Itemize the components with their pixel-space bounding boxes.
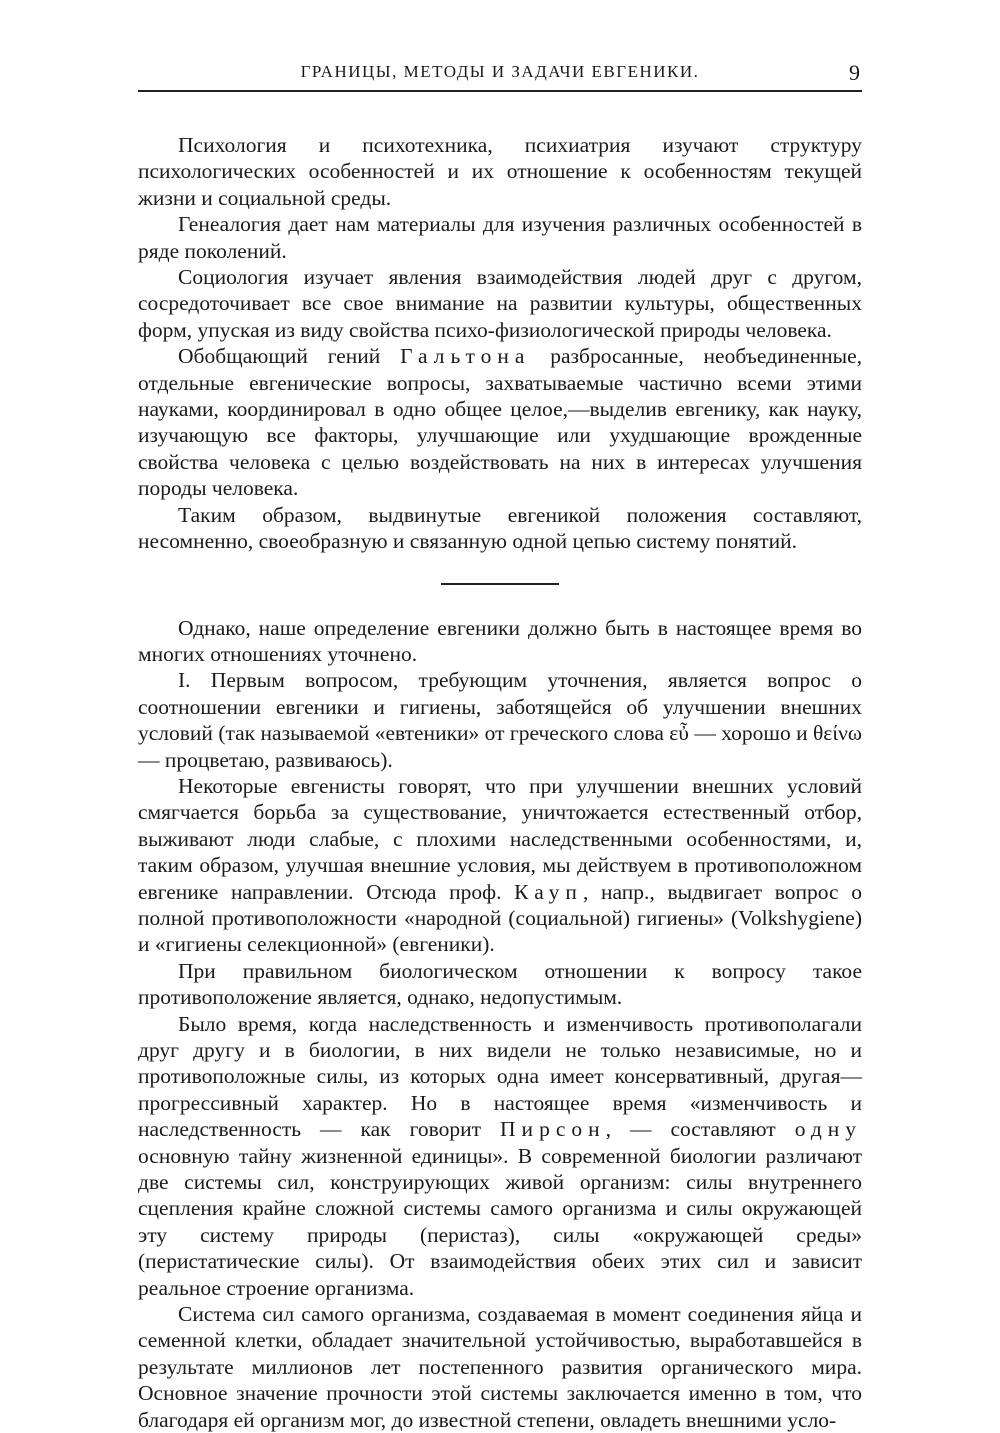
page-header (138, 58, 862, 92)
paragraph-kaup (138, 773, 862, 958)
pearson-text-start: Было время, когда наследственность и изменчивость противополагали друг другу и в биологии, в них видели не только независимые, но и противоположные силы, из которых одна имеет консервативный, другая—прогрессивный характер. Но в настоящее время «изменчивость и наследственность — как говорит (138, 1012, 862, 1142)
kaup-text-start: Некоторые евгенисты говорят, что при улучшении внешних условий смягчается борьба за существование, уничтожается естественный отбор, выживают люди слабые, с плохими наследственными особенностями, и, таким образом, улучшая внешние условия, мы действуем в противоположном евгенике направлении. Отсюда проф. (138, 774, 862, 904)
paragraph-psychology: Психология и психотехника, психиатрия изучают структуру психологических особенностей и их отношение к особенностям текущей жизни и социальной среды. (138, 132, 862, 211)
paragraph-definition: Однако, наше определение евгеники должно быть в настоящее время во многих отношениях уточнено. (138, 615, 862, 668)
galton-text-end: разбросанные, необъединенные, отдельные евгенические вопросы, захватываемые частично всеми этими науками, координировал в одно общее целое,—выделив евгенику, как науку, изучающую все факторы, улучшающие или ухудшающие врожденные свойства человека с целью воздействовать на них в интересах улучшения породы человека. (138, 344, 862, 500)
kaup-text-end: , напр., выдвигает вопрос о полной противоположности «народной (социальной) гигиены» (Volkshygiene) и «гигиены селекционной» (евгеники). (138, 880, 862, 957)
galton-name: Гальтона (400, 344, 530, 368)
paragraph-opposition: При правильном биологическом отношении к вопросу такое противоположение является, однако, недопустимым. (138, 958, 862, 1011)
kaup-name: Кауп (514, 880, 583, 904)
paragraph-organism-system: Система сил самого организма, создаваемая в момент соединения яйца и семенной клетки, обладает значительной устойчивостью, выработавшейся в результате миллионов лет постепенного развития органического мира. Основное значение прочности этой системы заключается именно в том, что благодаря ей организм мог, до известной степени, овладеть внешними усло- (138, 1301, 862, 1433)
paragraph-first-question: I. Первым вопросом, требующим уточнения, является вопрос о соотношении евгеники и гигиены, заботящейся об улучшении внешних условий (так называемой «евтеники» от греческого слова εὖ — хорошо и θείνω — процветаю, развиваюсь). (138, 667, 862, 773)
emphasis-one: одну (795, 1117, 862, 1141)
page-number: 9 (849, 60, 860, 86)
book-page (138, 58, 862, 1433)
paragraph-galton (138, 343, 862, 501)
section-2 (138, 615, 862, 1433)
pearson-text-mid: , — составляют (606, 1117, 776, 1141)
paragraph-genealogy: Генеалогия дает нам материалы для изучения различных особенностей в ряде поколений. (138, 211, 862, 264)
paragraph-sociology: Социология изучает явления взаимодействия людей друг с другом, сосредоточивает все свое внимание на развитии культуры, общественных форм, упуская из виду свойства психо-физиологической природы человека. (138, 264, 862, 343)
section-divider (441, 583, 559, 585)
galton-text-start: Обобщающий гений (178, 344, 380, 368)
pearson-text-end: основную тайну жизненной единицы». В современной биологии различают две системы сил, конструирующих живой организм: силы внутреннего сцепления крайне сложной системы самого организма и силы окружающей эту систему природы (перистаз), силы «окружающей среды» (перистатические силы). От взаимодействия обеих этих сил и зависит реальное строение организма. (138, 1144, 862, 1300)
paragraph-summary: Таким образом, выдвинутые евгеникой положения составляют, несомненно, своеобразную и связанную одной цепью систему понятий. (138, 502, 862, 555)
paragraph-pearson (138, 1011, 862, 1301)
section-1 (138, 132, 862, 555)
running-title: ГРАНИЦЫ, МЕТОДЫ И ЗАДАЧИ ЕВГЕНИКИ. (138, 62, 862, 82)
pearson-name: Пирсон (500, 1117, 606, 1141)
